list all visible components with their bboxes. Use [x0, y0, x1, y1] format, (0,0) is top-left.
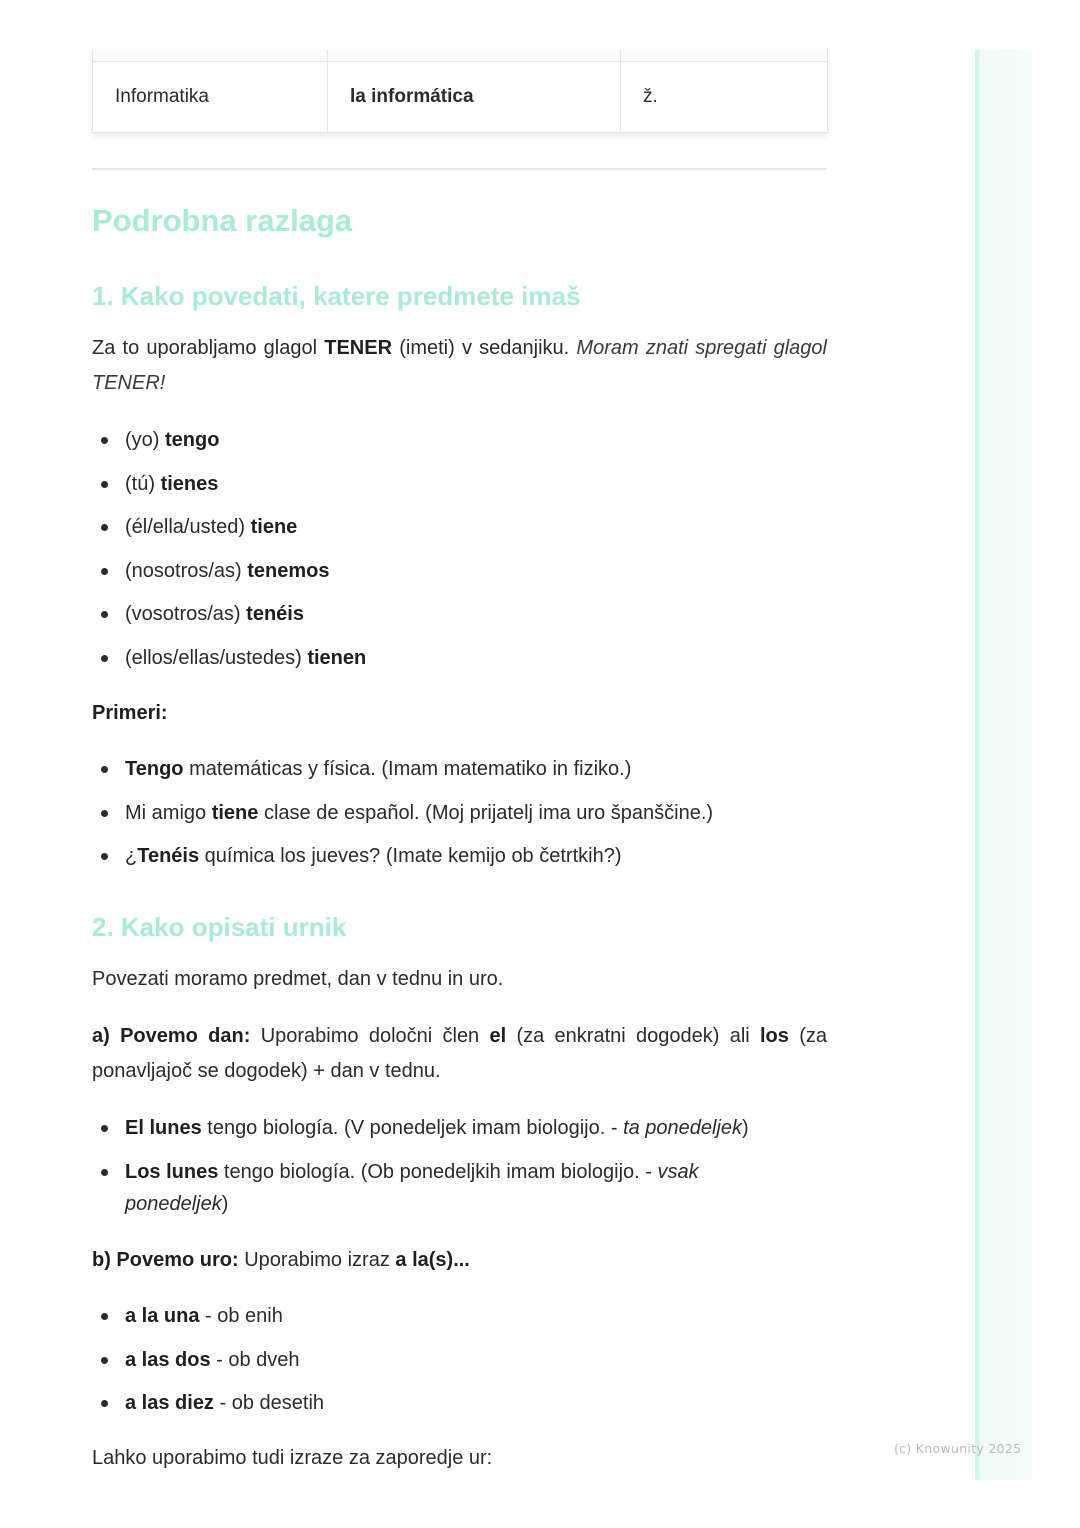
- list-item: (ellos/ellas/ustedes) tienen: [92, 642, 792, 674]
- schedule-intro: Povezati moramo predmet, dan v tednu in uro.: [92, 968, 504, 990]
- list-item: Los lunes tengo biología. (Ob ponedeljkih imam biologijo. - vsak ponedeljek): [92, 1156, 745, 1220]
- table-cell-slovene: Informatika: [93, 62, 328, 132]
- list-item: (él/ella/usted) tiene: [92, 511, 792, 543]
- table-row: [93, 50, 827, 62]
- list-item: (yo) tengo: [92, 424, 792, 456]
- closing-text: Lahko uporabimo tudi izraze za zaporedje ur:: [92, 1447, 493, 1469]
- subsection-title-1: 1. Kako povedati, katere predmete imaš: [92, 281, 581, 311]
- examples-list: [92, 753, 792, 872]
- section-title: Podrobna razlaga: [92, 203, 353, 238]
- list-item: (tú) tienes: [92, 468, 792, 500]
- table-row: [93, 62, 827, 132]
- side-panel-strip: [975, 50, 1032, 1480]
- hour-examples-list: [92, 1300, 792, 1419]
- hour-rule: b) Povemo uro: Uporabimo izraz a la(s)...: [92, 1249, 470, 1271]
- conjugation-list: [92, 424, 792, 674]
- copyright-notice: (c) Knowunity 2025: [894, 1441, 1022, 1456]
- vocabulary-table: [92, 50, 828, 133]
- list-item: ¿Tenéis química los jueves? (Imate kemijo ob četrtkih?): [92, 840, 792, 872]
- subsection-title-2: 2. Kako opisati urnik: [92, 912, 347, 942]
- list-item: a las diez - ob desetih: [92, 1387, 792, 1419]
- list-item: (vosotros/as) tenéis: [92, 598, 792, 630]
- list-item: Tengo matemáticas y física. (Imam matematiko in fiziko.): [92, 753, 792, 785]
- tener-intro: Za to uporabljamo glagol TENER (imeti) v sedanjiku. Moram znati spregati glagol TENER!: [92, 337, 827, 394]
- day-examples-list: [92, 1112, 792, 1220]
- list-item: El lunes tengo biología. (V ponedeljek imam biologijo. - ta ponedeljek): [92, 1112, 792, 1144]
- list-item: Mi amigo tiene clase de español. (Moj prijatelj ima uro španščine.): [92, 797, 792, 829]
- list-item: a la una - ob enih: [92, 1300, 792, 1332]
- table-cell-spanish: la informática: [328, 62, 621, 132]
- examples-label: Primeri:: [92, 702, 168, 724]
- day-rule: a) Povemo dan: Uporabimo določni člen el (za enkratni dogodek) ali los (za ponavljajoč se dogodek) + dan v tednu.: [92, 1025, 827, 1082]
- list-item: a las dos - ob dveh: [92, 1344, 792, 1376]
- divider: [92, 168, 827, 170]
- table-cell-gender: ž.: [643, 86, 658, 107]
- list-item: (nosotros/as) tenemos: [92, 555, 792, 587]
